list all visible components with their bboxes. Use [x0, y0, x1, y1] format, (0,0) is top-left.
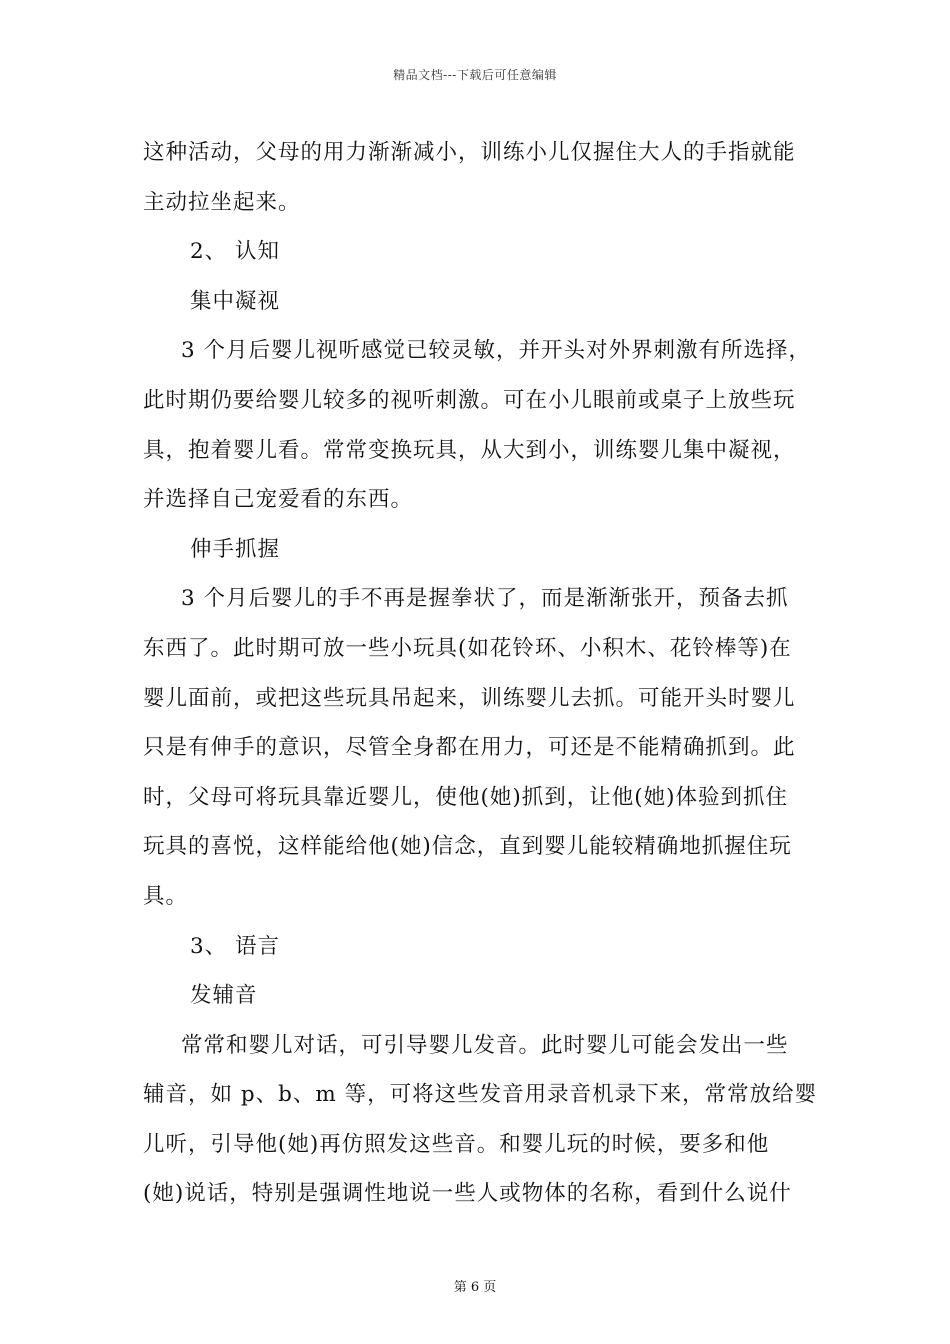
body-line: 此时期仍要给婴儿较多的视听刺激。可在小儿眼前或桌子上放些玩	[143, 387, 796, 413]
page-number: 第 6 页	[453, 1280, 497, 1295]
body-line: 只是有伸手的意识，尽管全身都在用力，可还是不能精确抓到。此	[143, 735, 796, 761]
paragraph-first-line: 3 个月后婴儿的手不再是握拳状了，而是渐渐张开，预备去抓	[181, 586, 789, 612]
body-line: 具，抱着婴儿看。常常变换玩具，从大到小，训练婴儿集中凝视，	[143, 437, 796, 463]
body-line: 具。	[143, 883, 189, 909]
subsection-heading: 集中凝视	[190, 288, 281, 314]
body-line: 时，父母可将玩具靠近婴儿，使他(她)抓到，让他(她)体验到抓住	[143, 784, 789, 810]
paragraph-first-line: 常常和婴儿对话，可引导婴儿发音。此时婴儿可能会发出一些	[181, 1032, 789, 1058]
body-line: 东西了。此时期可放一些小玩具(如花铃环、小积木、花铃棒等)在	[143, 635, 792, 661]
document-body	[143, 128, 818, 1219]
subsection-heading: 伸手抓握	[190, 536, 281, 562]
body-line: 这种活动，父母的用力渐渐减小，训练小儿仅握住大人的手指就能	[143, 140, 796, 165]
paragraph-first-line: 3 个月后婴儿视听感觉已较灵敏，并开头对外界刺激有所选择，	[181, 338, 812, 364]
section-heading: 2、 认知	[190, 239, 281, 265]
body-line: 主动拉坐起来。	[143, 189, 301, 215]
body-line: 辅音，如 p、b、m 等，可将这些发音用录音机录下来，常常放给婴	[143, 1082, 818, 1108]
body-line: 玩具的喜悦，这样能给他(她)信念，直到婴儿能较精确地抓握住玩	[143, 834, 792, 860]
page-header: 精品文档---下载后可任意编辑	[393, 68, 557, 82]
section-heading: 3、 语言	[190, 933, 281, 959]
body-line: 儿听，引导他(她)再仿照发这些音。和婴儿玩的时候，要多和他	[143, 1131, 770, 1157]
body-line: 并选择自己宠爱看的东西。	[143, 487, 414, 513]
body-line: 婴儿面前，或把这些玩具吊起来，训练婴儿去抓。可能开头时婴儿	[143, 685, 796, 711]
subsection-heading: 发辅音	[190, 983, 258, 1009]
body-line: (她)说话，特别是强调性地说一些人或物体的名称，看到什么说什	[143, 1181, 792, 1207]
